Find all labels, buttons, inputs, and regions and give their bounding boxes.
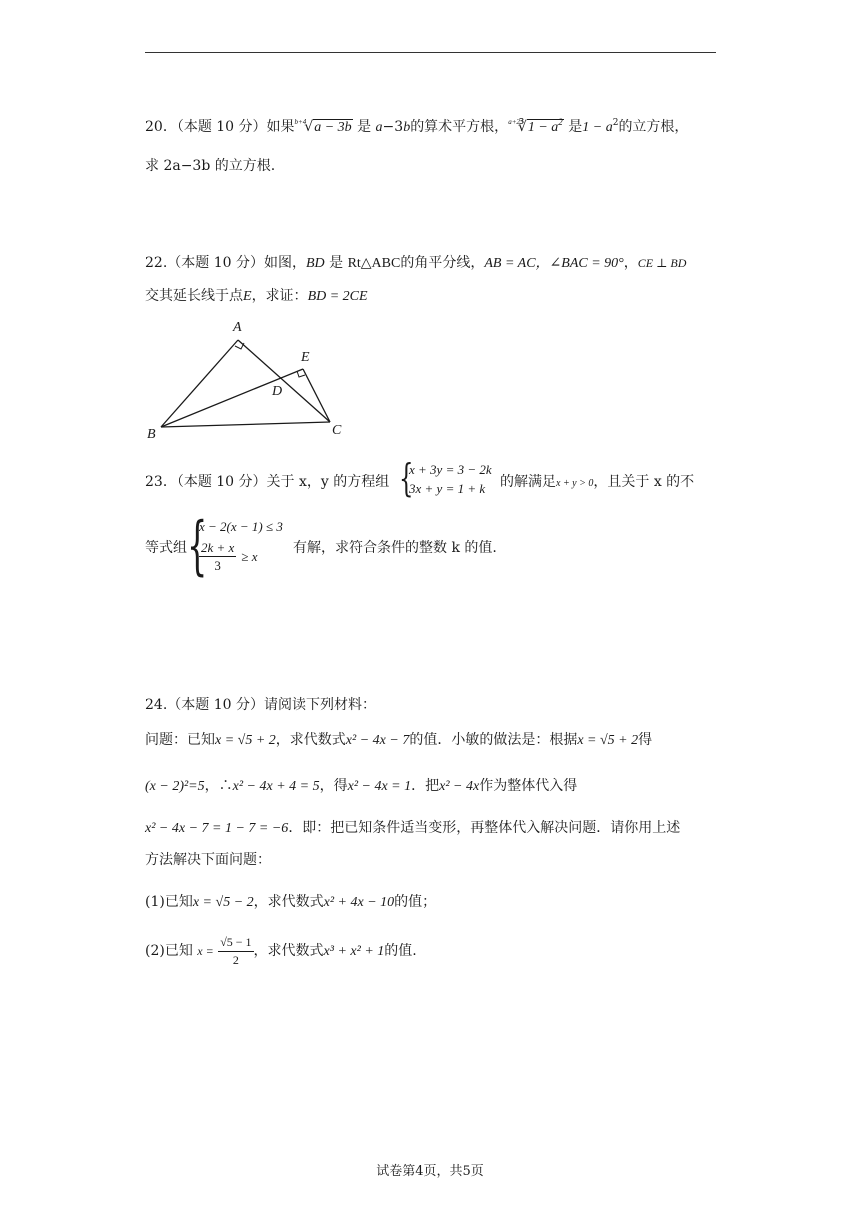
q20-line1: 20．（本题 10 分）如果$^{b+4}$√a − 3b 是 a−3b的算术平方根，$^{a+2}$∛1 − $a^2$ 是$1 - a^2$的立方根， [145,117,689,135]
q22-line2: 交其延长线于点E，求证：BD = 2CE [145,288,368,304]
label-e: E [301,350,310,365]
q20-root-index-2: a+2 [508,118,520,126]
q23-line2-prefix: 等式组 [145,540,187,556]
q23-brace: { [399,456,414,500]
edge-ab [161,340,238,427]
label-b: B [147,427,156,442]
q20-line2: 求 2a−3b 的立方根. [145,158,276,174]
triangle-figure [140,315,360,445]
q22-line1: 22.（本题 10 分）如图，BD 是 Rt△ABC的角平分线，AB = AC，∠BAC = 90°，CE ⊥ BD [145,255,687,271]
label-c: C [332,423,342,438]
q20-prefix: 20．（本题 10 分）如果 [145,119,295,135]
q24-title: 24.（本题 10 分）请阅读下列材料： [145,697,376,713]
q20-root-index-1: b+4 [294,118,307,126]
label-d: D [272,384,283,399]
label-a: A [233,320,242,335]
q24-line3: x² − 4x − 7 = 1 − 7 = −6．即：把已知条件适当变形，再整体代入解决问题．请你用上述 [145,820,681,836]
q23-eq2: 3x + y = 1 + k [409,481,486,496]
q23-line2-suffix: 有解，求符合条件的整数 k 的值. [293,540,497,556]
q20-radicand-2: $1 - a^2$ [527,117,563,135]
q23-line1-prefix: 23．（本题 10 分）关于 x，y 的方程组 [145,474,390,490]
q23-ineq-brace: { [187,509,208,583]
radical-sign: √ [304,119,314,135]
q23-line1-suffix: 的解满足x + y > 0，且关于 x 的不 [500,474,695,490]
q20-radicand-1: a − 3b [314,120,352,135]
q24-line2: (x − 2)²=5，∴x² − 4x + 4 = 5，得x² − 4x = 1．把x² − 4x作为整体代入得 [145,778,578,794]
q23-eq1: x + 3y = 3 − 2k [409,462,492,477]
q24-subq2: (2)已知 x = $\frac{√5 - 1}{2}$ ，求代数式x³ + x² + 1的值. [145,934,417,967]
q23-ineq2-fraction: $\frac{2k + x}{3}$ [201,540,235,573]
q23-inequality-system: x − 2(x − 1) ≤ 3 $\frac{2k + x}{3}$ ≥ x [199,519,283,573]
q23-equation-system [409,460,492,498]
radical-sign: ∛ [517,119,527,135]
q24-line1: 问题：已知x = √5 + 2，求代数式x² − 4x − 7的值．小敏的做法是：根据x = √5 + 2得 [145,732,653,748]
edge-ac [238,340,330,422]
q24-subq1: (1)已知x = √5 − 2，求代数式x² + 4x − 10的值； [145,894,437,910]
page-footer: 试卷第4页，共5页 [376,1164,484,1179]
q24-line4: 方法解决下面问题： [145,852,271,868]
segment-ec [303,369,330,422]
edge-bc [161,422,330,427]
q23-ineq1: x − 2(x − 1) ≤ 3 [199,519,283,534]
header-rule [145,52,716,53]
q24-subq2-fraction: $\frac{√5 - 1}{2}$ [220,934,252,967]
